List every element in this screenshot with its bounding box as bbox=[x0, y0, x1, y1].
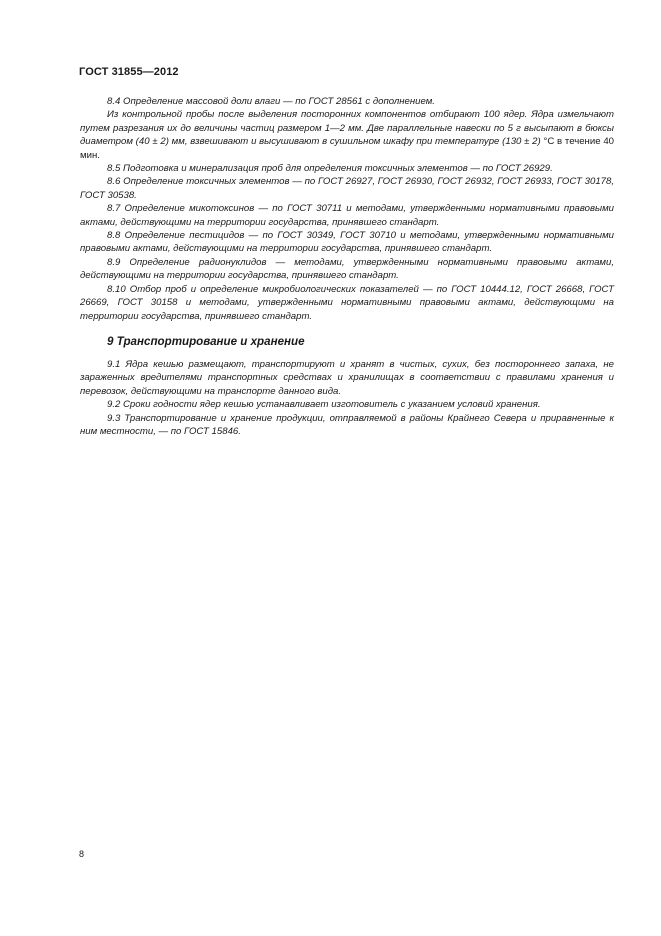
section-9-title: 9 Транспортирование и хранение bbox=[107, 334, 305, 348]
document-body bbox=[80, 95, 614, 438]
paragraph-8-4-title: 8.4 Определение массовой доли влаги — по ГОСТ 28561 с дополнением. bbox=[107, 96, 435, 107]
paragraph-8-4-text-b: °С в течение 40 мин. bbox=[80, 136, 614, 161]
paragraph-9-1: 9.1 Ядра кешью размещают, транспортируют и хранят в чистых, сухих, без постороннего запаха, не зараженных вредителями транспортных средствах и хранилищах в соответствии с правилами хранения и перевозок, действующими на транспорте данного вида. bbox=[80, 358, 614, 397]
paragraph-8-4-text bbox=[80, 108, 614, 162]
paragraph-8-10: 8.10 Отбор проб и определение микробиологических показателей — по ГОСТ 10444.12, ГОСТ 26668, ГОСТ 26669, ГОСТ 30158 и методами, утвержденными нормативными правовыми актами, действующими на территории государства, принявшего стандарт. bbox=[80, 283, 614, 322]
document-code-header: ГОСТ 31855—2012 bbox=[79, 66, 179, 78]
paragraph-9-2: 9.2 Сроки годности ядер кешью устанавливает изготовитель с указанием условий хранения. bbox=[107, 399, 541, 411]
paragraph-8-9: 8.9 Определение радионуклидов — методами, утвержденными нормативными правовыми актами, действующими на территории государства, принявшего стандарт. bbox=[80, 256, 614, 282]
paragraph-8-7: 8.7 Определение микотоксинов — по ГОСТ 30711 и методами, утвержденными нормативными правовыми актами, действующими на территории государства, принявшего стандарт. bbox=[80, 203, 614, 228]
paragraph-9-3: 9.3 Транспортирование и хранение продукции, отправляемой в районы Крайнего Севера и приравненные к ним местности, — по ГОСТ 15846. bbox=[80, 412, 614, 437]
paragraph-8-5: 8.5 Подготовка и минерализация проб для определения токсичных элементов — по ГОСТ 26929. bbox=[107, 163, 553, 175]
paragraph-8-8: 8.8 Определение пестицидов — по ГОСТ 30349, ГОСТ 30710 и методами, утвержденными нормативными правовыми актами, действующими на территории государства, принявшего стандарт. bbox=[80, 230, 614, 255]
paragraph-8-4-text-a: Из контрольной пробы после выделения посторонних компонентов отбирают 100 ядер. Ядра измельчают путем разрезания их до величины частиц размером 1—2 мм. Две параллельные навески по 5 г высыпают в бюксы диаметром (40 ± 2) мм, взвешивают и высушивают в сушильном шкафу при температуре (130 ± 2) bbox=[80, 109, 614, 148]
page-number: 8 bbox=[79, 849, 85, 859]
paragraph-8-6: 8.6 Определение токсичных элементов — по ГОСТ 26927, ГОСТ 26930, ГОСТ 26932, ГОСТ 26933, ГОСТ 30178, ГОСТ 30538. bbox=[80, 176, 614, 201]
